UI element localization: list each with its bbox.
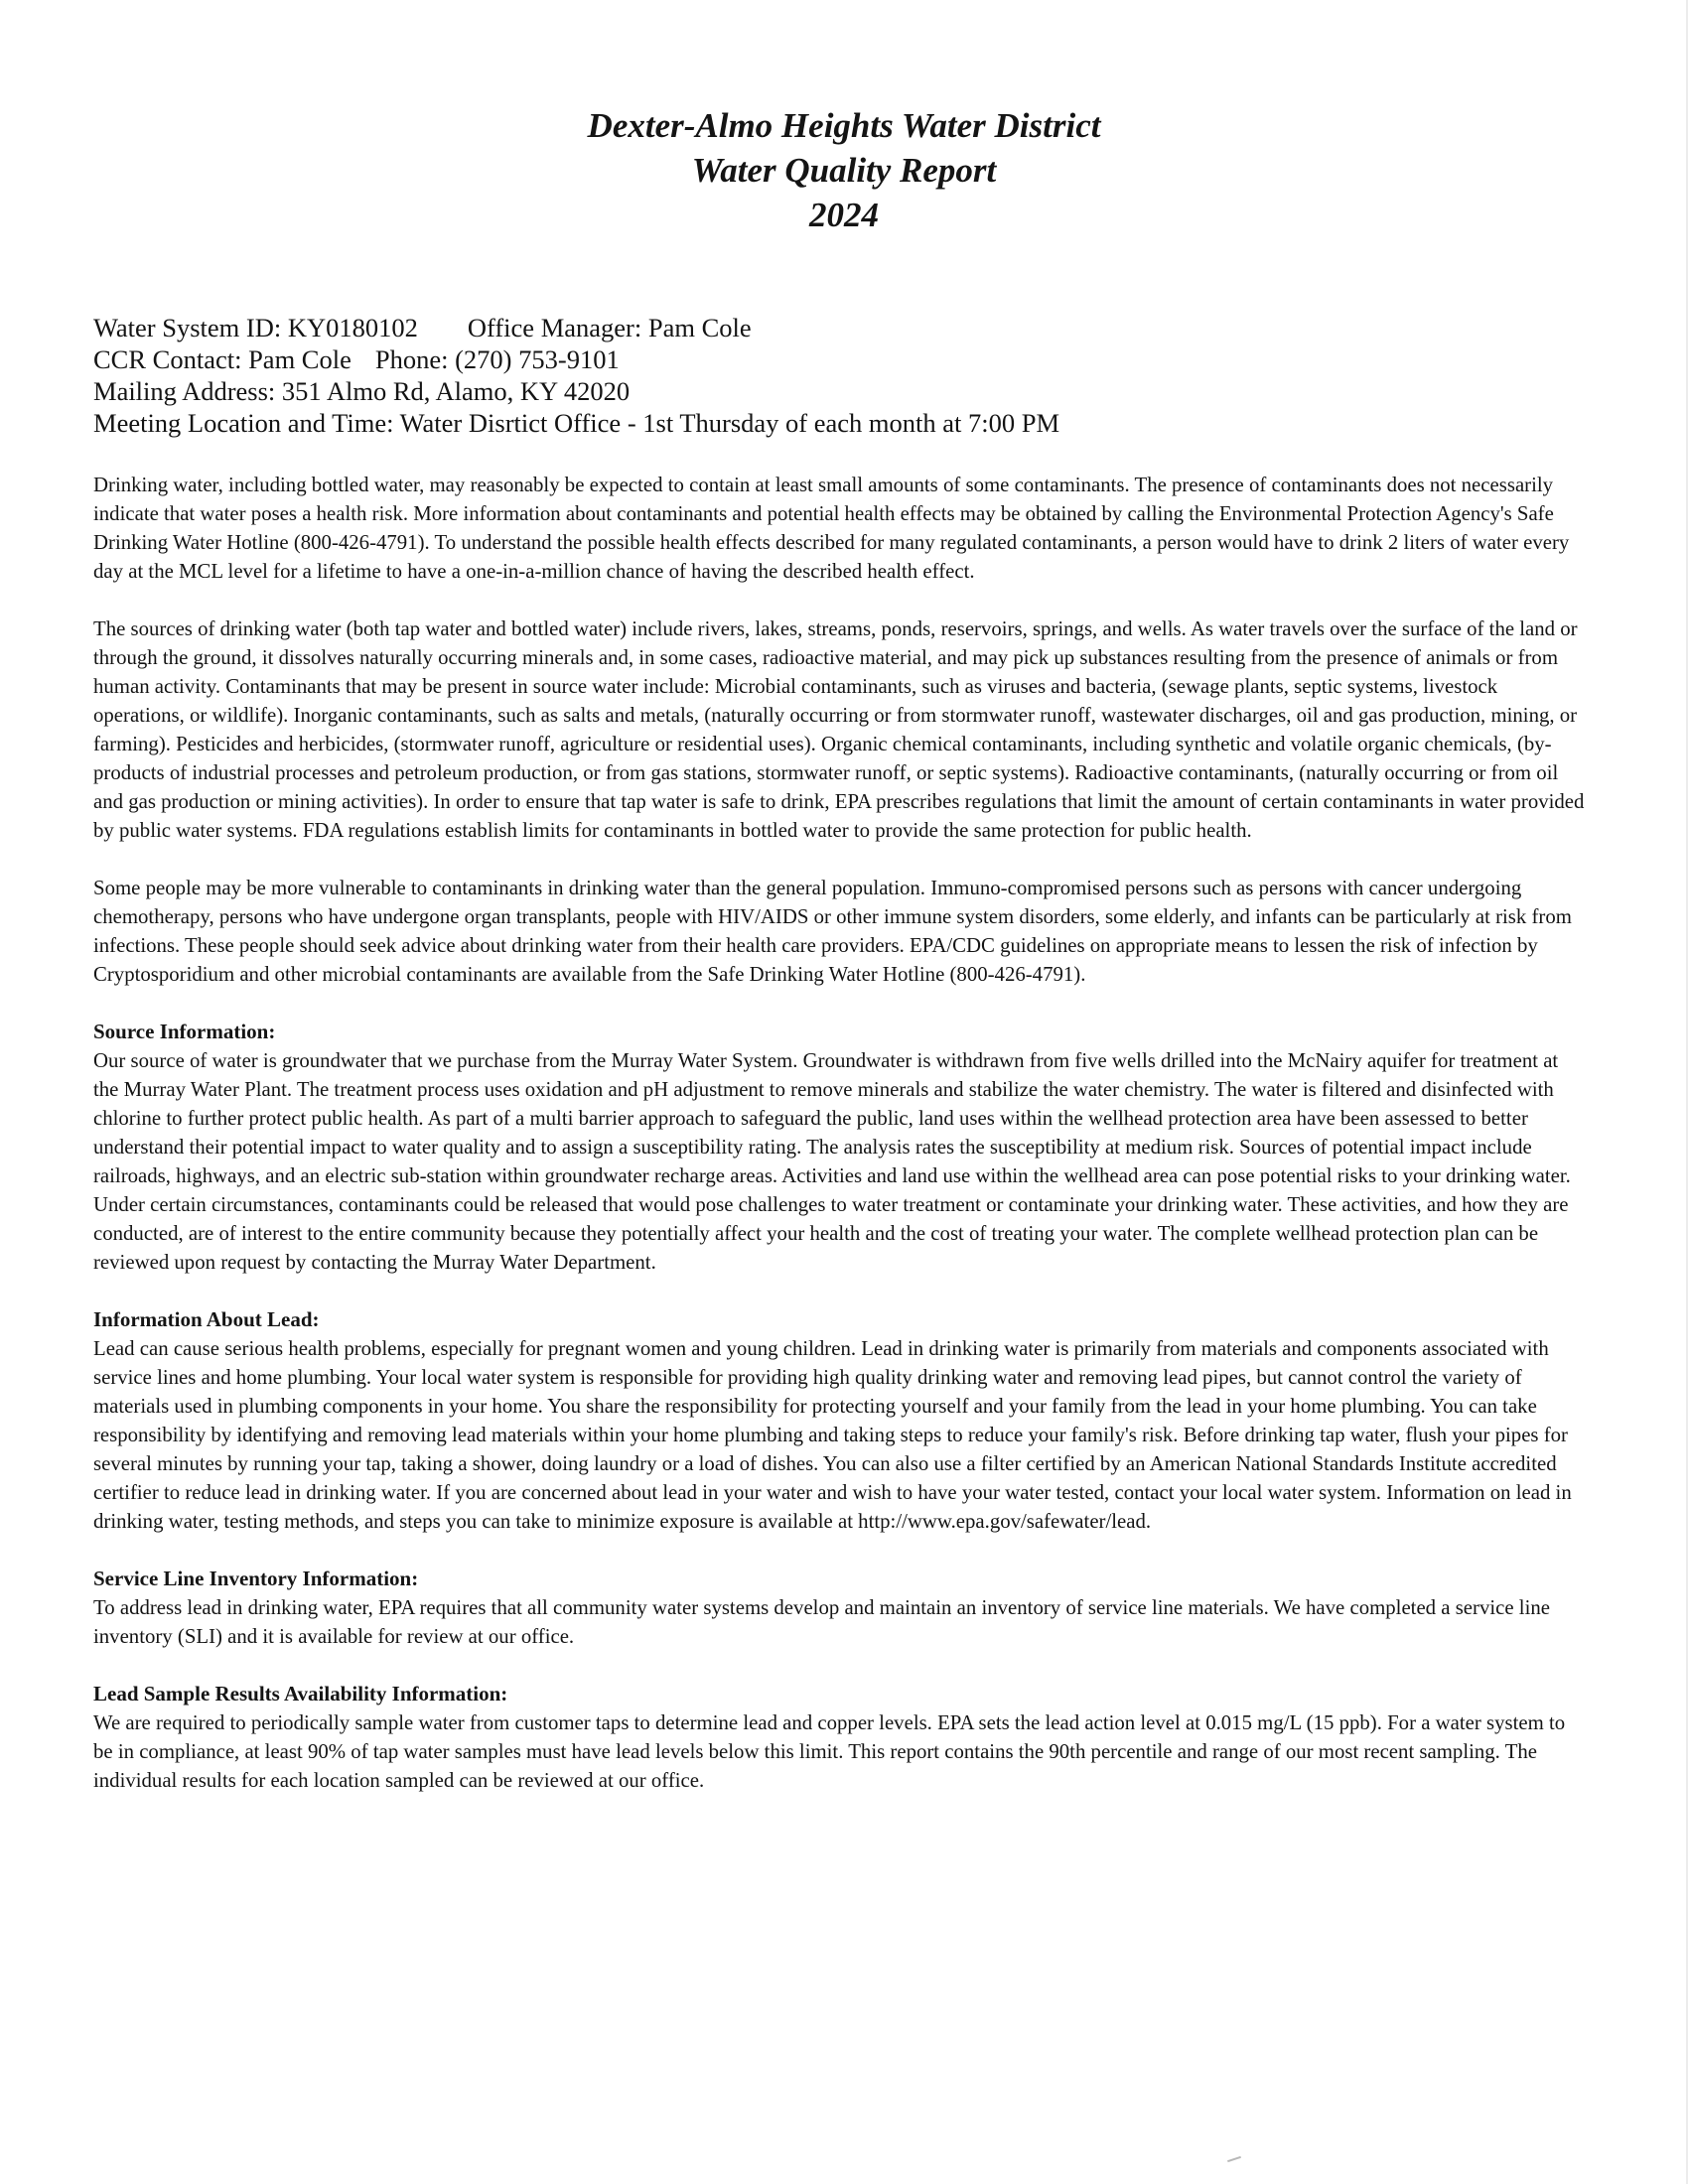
contact-phone: Phone: (270) 753-9101 [374, 344, 620, 374]
section-body: To address lead in drinking water, EPA requires that all community water systems develop and maintain an inventory of service line materials. We have completed a service line inventory (SLI) and it is available for review at our office. [93, 1596, 1550, 1648]
report-year: 2024 [809, 196, 879, 234]
service-line-inventory-section [93, 1565, 1585, 1651]
report-body [93, 471, 1585, 1824]
section-body: Lead can cause serious health problems, especially for pregnant women and young children. Lead in drinking water is primarily from materials and components associated with service lines and home plumbing. Your local water system is responsible for providing high quality drinking water and removing lead pipes, but cannot control the variety of materials used in plumbing components in your home. You share the responsibility for protecting yourself and your family from the lead in your home plumbing. You can take responsibility by identifying and removing lead materials within your home plumbing and taking steps to reduce your family's risk. Before drinking tap water, flush your pipes for several minutes by running your tap, taking a shower, doing laundry or a load of dishes. You can also use a filter certified by an American National Standards Institute accredited certifier to reduce lead in drinking water. If you are concerned about lead in your water and wish to have your water tested, contact your local water system. Information on lead in drinking water, testing methods, and steps you can take to minimize exposure is available at http://www.epa.gov/safewater/lead. [93, 1337, 1572, 1533]
report-name: Water Quality Report [691, 151, 997, 190]
section-body: We are required to periodically sample water from customer taps to determine lead and copper levels. EPA sets the lead action level at 0.015 mg/L (15 ppb). For a water system to be in compliance, at least 90% of tap water samples must have lead levels below this limit. This report contains the 90th percentile and range of our most recent sampling. The individual results for each location sampled can be reviewed at our office. [93, 1711, 1566, 1792]
intro-paragraph-vulnerable: Some people may be more vulnerable to contaminants in drinking water than the general population. Immuno-compromised persons such as persons with cancer undergoing chemotherapy, persons who have undergone organ transplants, people with HIV/AIDS or other immune system disorders, some elderly, and infants can be particularly at risk from infections. These people should seek advice about drinking water from their health care providers. EPA/CDC guidelines on appropriate means to lessen the risk of infection by Cryptosporidium and other microbial contaminants are available from the Safe Drinking Water Hotline (800-426-4791). [93, 877, 1572, 986]
scan-artifact [1227, 2156, 1241, 2162]
source-information-section [93, 1018, 1585, 1277]
intro-paragraph-sources: The sources of drinking water (both tap water and bottled water) include rivers, lakes, streams, ponds, reservoirs, springs, and wells. As water travels over the surface of the land or through the ground, it dissolves naturally occurring minerals and, in some cases, radioactive material, and may pick up substances resulting from the presence of animals or from human activity. Contaminants that may be present in source water include: Microbial contaminants, such as viruses and bacteria, (sewage plants, septic systems, livestock operations, or wildlife). Inorganic contaminants, such as salts and metals, (naturally occurring or from stormwater runoff, wastewater discharges, oil and gas production, mining, or farming). Pesticides and herbicides, (stormwater runoff, agriculture or residential uses). Organic chemical contaminants, including synthetic and volatile organic chemicals, (by-products of industrial processes and petroleum production, or from gas stations, stormwater runoff, or septic systems). Radioactive contaminants, (naturally occurring or from oil and gas production or mining activities). In order to ensure that tap water is safe to drink, EPA prescribes regulations that limit the amount of certain contaminants in water provided by public water systems. FDA regulations establish limits for contaminants in bottled water to provide the same protection for public health. [93, 617, 1585, 842]
ccr-contact: CCR Contact: Pam Cole [93, 344, 352, 374]
contact-line-2 [93, 343, 1603, 375]
office-manager: Office Manager: Pam Cole [467, 313, 752, 342]
intro-paragraph-contaminants: Drinking water, including bottled water, may reasonably be expected to contain at least small amounts of some contaminants. The presence of contaminants does not necessarily indicate that water poses a health risk. More information about contaminants and potential health effects may be obtained by calling the Environmental Protection Agency's Safe Drinking Water Hotline (800-426-4791). To understand the possible health effects described for many regulated contaminants, a person would have to drink 2 liters of water every day at the MCL level for a lifetime to have a one-in-a-million chance of having the described health effect. [93, 474, 1570, 583]
section-heading: Source Information: [93, 1020, 276, 1043]
contact-info [93, 312, 1603, 439]
contact-line-1 [93, 312, 1603, 343]
report-title [0, 103, 1688, 237]
meeting-info: Meeting Location and Time: Water Disrtict Office - 1st Thursday of each month at 7:00 PM [93, 408, 1060, 438]
section-body: Our source of water is groundwater that we purchase from the Murray Water System. Groundwater is withdrawn from five wells drilled into the McNairy aquifer for treatment at the Murray Water Plant. The treatment process uses oxidation and pH adjustment to remove minerals and stabilize the water chemistry. The water is filtered and disinfected with chlorine to further protect public health. As part of a multi barrier approach to safeguard the public, land uses within the wellhead protection area have been assessed to better understand their potential impact to water quality and to assign a susceptibility rating. The analysis rates the susceptibility at medium risk. Sources of potential impact include railroads, highways, and an electric sub-station within groundwater recharge areas. Activities and land use within the wellhead area can pose potential risks to your drinking water. Under certain circumstances, contaminants could be released that would pose challenges to water treatment or contaminate your drinking water. These activities, and how they are conducted, are of interest to the entire community because they potentially affect your health and the cost of treating your water. The complete wellhead protection plan can be reviewed upon request by contacting the Murray Water Department. [93, 1049, 1571, 1274]
section-heading: Lead Sample Results Availability Information: [93, 1682, 508, 1706]
mailing-address: Mailing Address: 351 Almo Rd, Alamo, KY 42020 [93, 376, 631, 406]
section-heading: Service Line Inventory Information: [93, 1567, 419, 1590]
district-name: Dexter-Almo Heights Water District [587, 106, 1101, 145]
section-heading: Information About Lead: [93, 1307, 320, 1331]
lead-sample-results-section [93, 1680, 1585, 1795]
water-system-id: Water System ID: KY0180102 [93, 313, 418, 342]
lead-information-section [93, 1305, 1585, 1536]
